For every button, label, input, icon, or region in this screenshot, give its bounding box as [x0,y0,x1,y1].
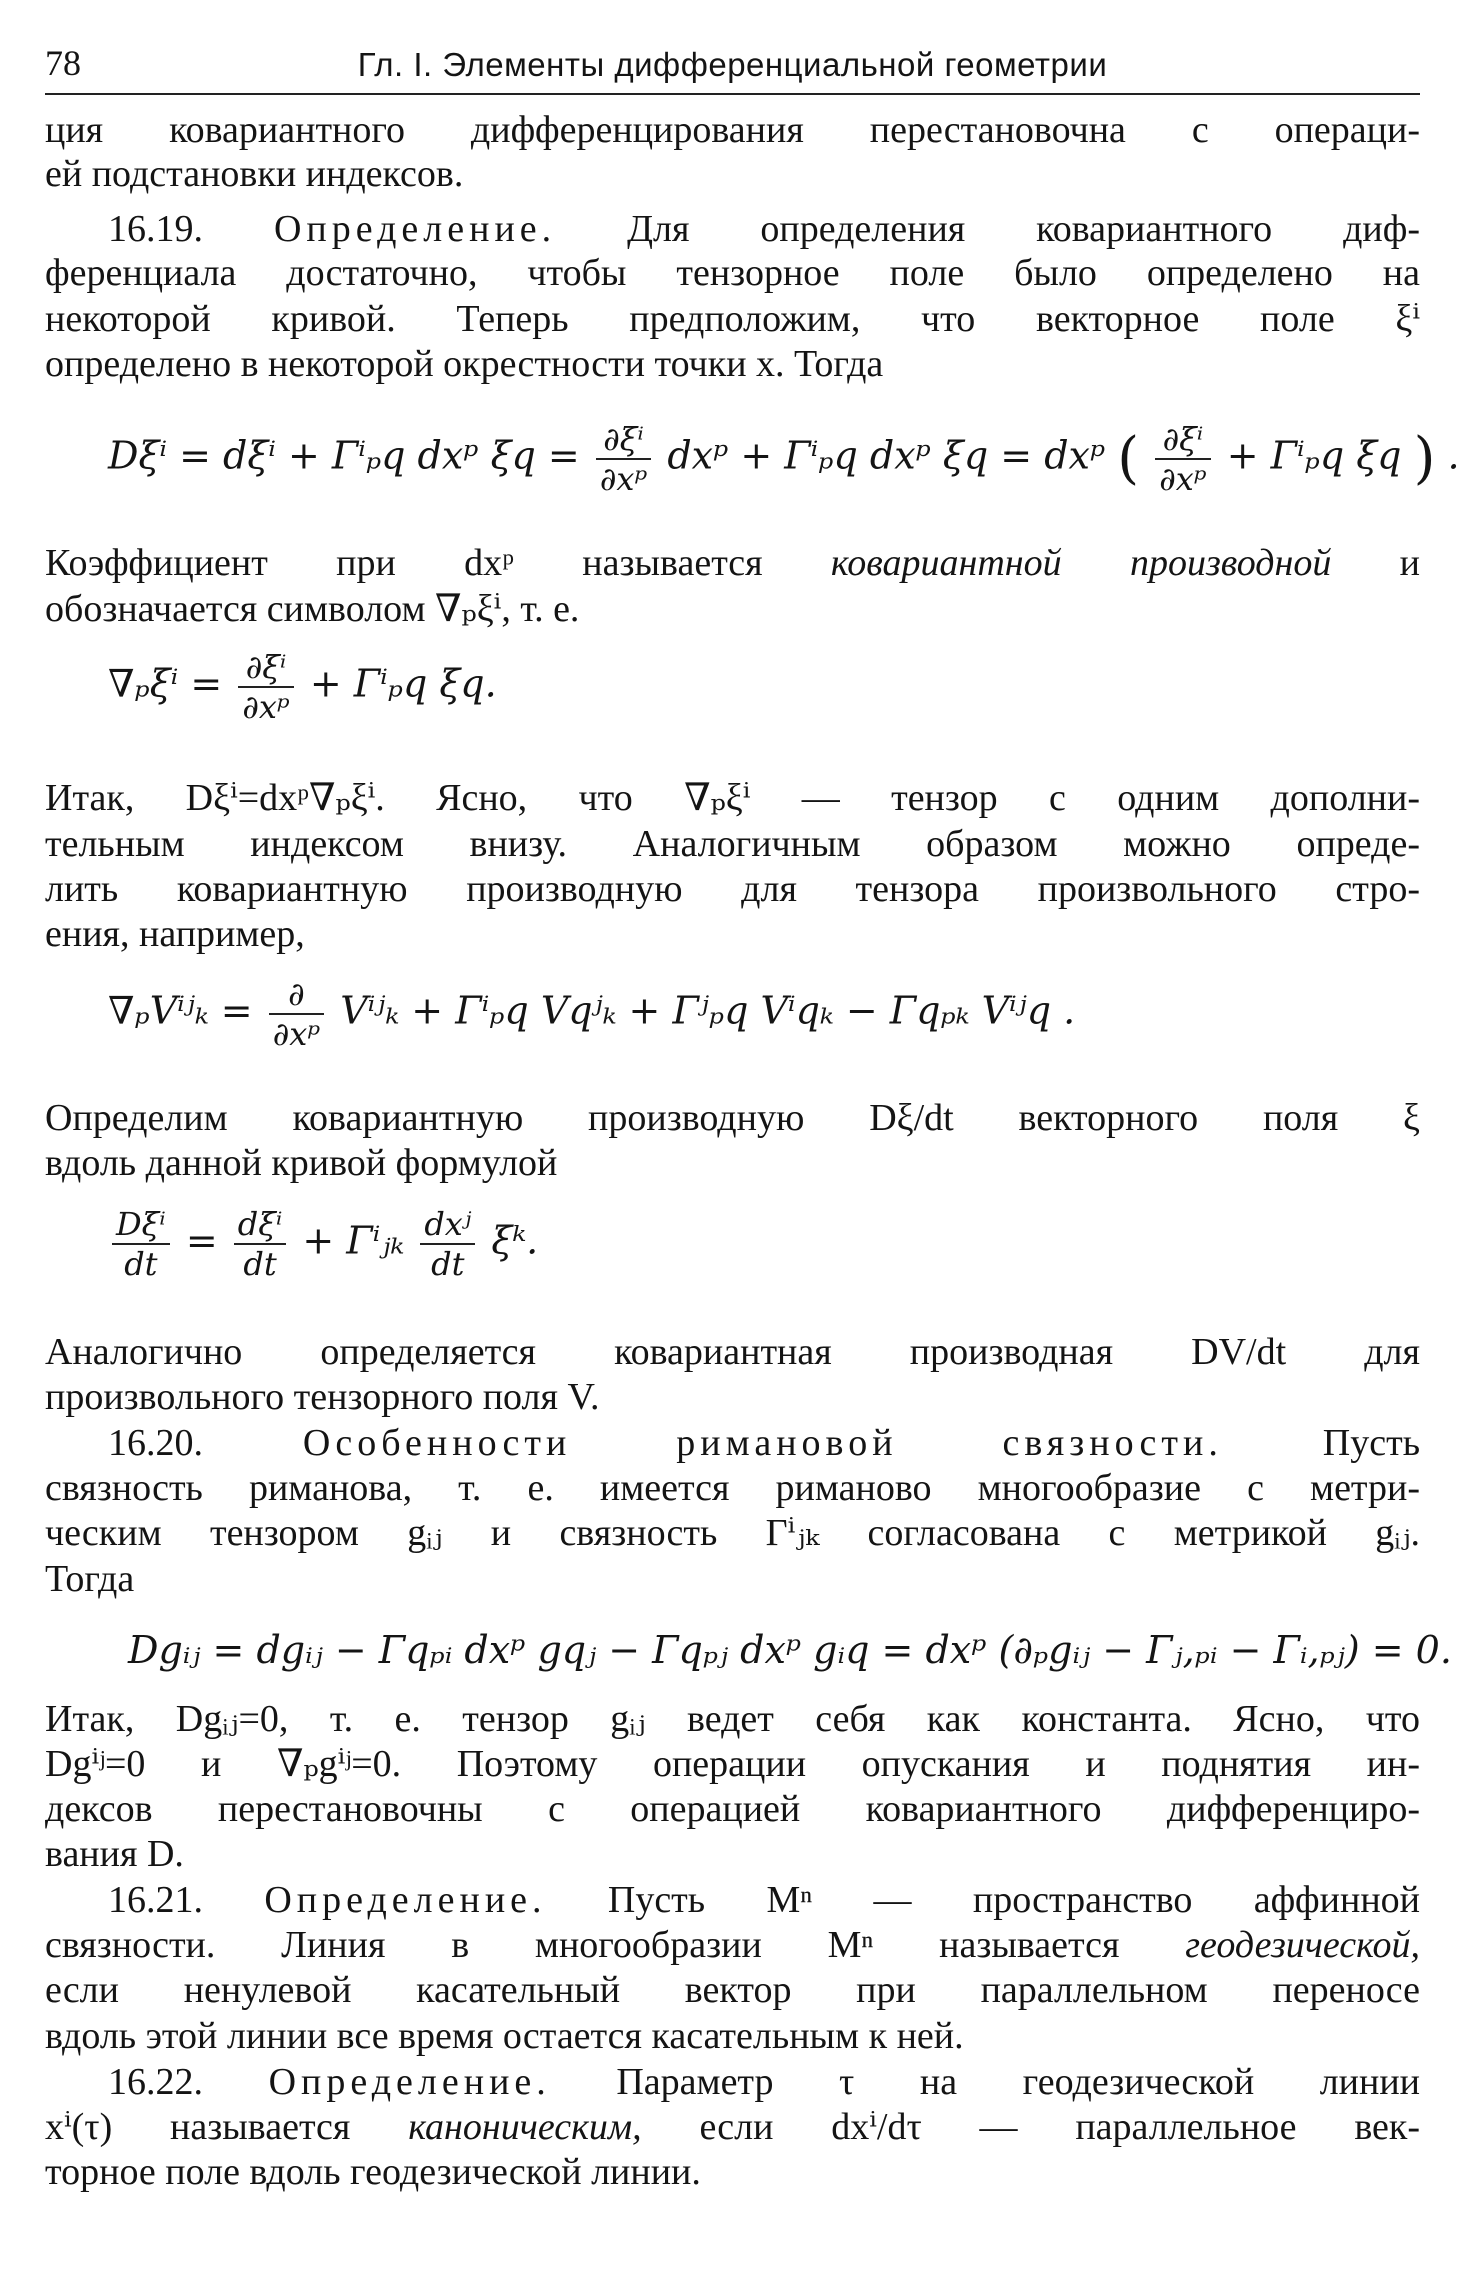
fraction [1155,420,1210,498]
fraction-numerator: ∂ξⁱ [238,648,293,688]
text-line: лить ковариантную производную для тензора произвольного стро- [45,868,1420,910]
fraction-numerator: ∂ξⁱ [1155,420,1210,460]
fraction [238,648,293,726]
text-line: Итак, Dgᵢⱼ=0, т. е. тензор gᵢⱼ ведет себя как константа. Ясно, что [45,1698,1420,1740]
text-fragment: связности. Линия в многообразии Mⁿ называется [45,1924,1120,1966]
formula-part: + Γⁱₚq ξq. [309,661,497,706]
formula-part: Dξⁱ = dξⁱ + Γⁱₚq dxᵖ ξq = [108,433,580,478]
page-header [45,42,1420,92]
text-line: произвольного тензорного поля V. [45,1376,600,1418]
formula-part: = [185,1218,218,1263]
section-16-19-heading-line [108,207,1420,251]
italic-term: ковариантной производной [830,542,1332,584]
text-fragment: Пусть [1322,1422,1421,1464]
section-number: 16.19. [108,208,203,250]
text-line [45,1923,1420,1967]
text-line [45,2105,1420,2149]
section-number: 16.21. [108,1879,203,1921]
fraction [234,1205,287,1283]
formula-derivative-along-curve [108,1205,538,1283]
text-line: торное поле вдоль геодезической линии. [45,2151,701,2193]
fraction-numerator: Dξⁱ [112,1205,170,1245]
fraction-numerator: ∂ [269,975,324,1015]
formula-part: + Γⁱⱼₖ [302,1218,405,1263]
section-number: 16.20. [108,1422,203,1464]
fraction-numerator: ∂ξⁱ [596,420,651,460]
text-line: связность риманова, т. е. имеется риманово многообразие с метри- [45,1467,1420,1509]
formula-part: ξᵏ. [491,1218,539,1263]
formula-part: ∇ₚVⁱʲₖ = [108,988,253,1033]
section-term: Определение. [273,208,557,250]
header-rule [45,93,1420,95]
fraction-numerator: dξⁱ [234,1205,287,1245]
text-fragment: и [1399,542,1420,584]
section-16-21-heading-line [108,1878,1420,1922]
right-paren: ) [1413,426,1436,491]
text-line: Итак, Dξⁱ=dxᵖ∇ₚξⁱ. Ясно, что ∇ₚξⁱ — тензор с одним дополни- [45,777,1420,819]
section-term: Особенности римановой связности. [302,1422,1223,1464]
text-line: Dgⁱʲ=0 и ∇ₚgⁱʲ=0. Поэтому операции опускания и поднятия ин- [45,1743,1420,1785]
formula-covariant-derivative [108,648,497,726]
fraction [112,1205,170,1283]
running-title: Гл. I. Элементы дифференциальной геометрии [357,46,1108,83]
fraction-denominator: dt [431,1245,465,1283]
text-line: некоторой кривой. Теперь предположим, что векторное поле ξⁱ [45,298,1420,340]
text-fragment: если dxⁱ/dτ — параллельное век- [699,2106,1421,2148]
text-line: вдоль данной кривой формулой [45,1142,558,1184]
text-line: определено в некоторой окрестности точки x. Тогда [45,343,884,385]
fraction [420,1205,475,1283]
text-line: ференциала достаточно, чтобы тензорное поле было определено на [45,252,1420,294]
fraction-denominator: dt [124,1245,158,1283]
section-term: Определение. [264,1879,547,1921]
formula-metric-covariant: Dgᵢⱼ = dgᵢⱼ − Γqₚᵢ dxᵖ gqⱼ − Γqₚⱼ dxᵖ gᵢq = dxᵖ (∂ₚgᵢⱼ − Γⱼ,ₚᵢ − Γᵢ,ₚⱼ) = 0. [128,1628,1452,1672]
italic-term: каноническим, [408,2106,642,2148]
formula-part: ∇ₚξⁱ = [108,661,223,706]
formula-part: + Γⁱₚq ξq [1226,433,1402,478]
text-line [45,541,1420,585]
section-term: Определение. [268,2061,551,2103]
section-number: 16.22. [108,2061,203,2103]
text-line: Определим ковариантную производную Dξ/dt векторного поля ξ [45,1097,1420,1139]
fraction-denominator: dt [243,1245,277,1283]
text-fragment: Параметр τ на геодезической линии [616,2061,1421,2103]
text-line: ей подстановки индексов. [45,153,464,195]
fraction-denominator: ∂xᵖ [599,460,648,498]
fraction-denominator: ∂xᵖ [1159,460,1207,498]
fraction [269,975,324,1053]
text-fragment: Коэффициент при dxᵖ называется [45,542,763,584]
text-fragment: xⁱ(τ) называется [45,2106,351,2148]
text-line: ческим тензором gᵢⱼ и связность Γⁱⱼₖ согласована с метрикой gᵢⱼ. [45,1512,1420,1554]
fraction [596,420,651,498]
fraction-denominator: ∂xᵖ [272,1015,321,1053]
text-line: вдоль этой линии все время остается касательным к ней. [45,2015,964,2057]
section-16-20-heading-line [108,1421,1420,1465]
formula-covariant-differential [108,420,1460,498]
page-number: 78 [45,43,81,83]
text-line: если ненулевой касательный вектор при параллельном переносе [45,1969,1420,2011]
text-line: ения, например, [45,913,305,955]
text-fragment: Для определения ковариантного диф- [627,208,1421,250]
formula-part: Vⁱʲₖ + Γⁱₚq Vqʲₖ + Γʲₚq Vⁱqₖ − Γqₚₖ Vⁱʲq . [340,988,1076,1033]
text-line: Аналогично определяется ковариантная производная DV/dt для [45,1331,1420,1373]
text-line: тельным индексом внизу. Аналогичным образом можно опреде- [45,823,1420,865]
formula-part: . [1447,433,1460,478]
text-line: Тогда [45,1558,135,1600]
left-paren: ( [1117,426,1140,491]
text-line: ция ковариантного дифференцирования перестановочна с операци- [45,109,1420,151]
text-line: дексов перестановочны с операцией ковариантного дифференциро- [45,1788,1420,1830]
italic-term: геодезической, [1185,1924,1420,1966]
text-fragment: Пусть Mⁿ — пространство аффинной [607,1879,1420,1921]
fraction-denominator: ∂xᵖ [242,688,290,726]
section-16-22-heading-line [108,2060,1420,2104]
formula-tensor-derivative [108,975,1075,1053]
text-line: вания D. [45,1833,184,1875]
formula-part: dxᵖ + Γⁱₚq dxᵖ ξq = dxᵖ [667,433,1106,478]
fraction-numerator: dxʲ [420,1205,475,1245]
text-line: обозначается символом ∇ₚξⁱ, т. е. [45,588,580,630]
